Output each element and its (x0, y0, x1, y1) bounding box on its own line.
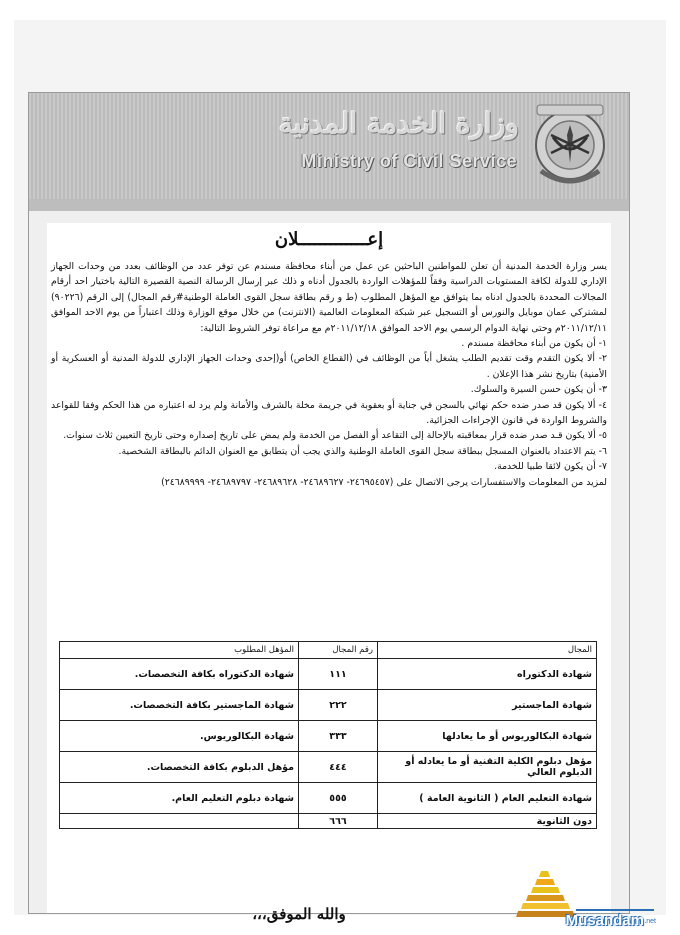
ministry-title-english: Ministry of Civil Service (301, 151, 517, 171)
announcement-body (47, 223, 611, 923)
row-field: شهادة الدكتوراه (378, 659, 597, 690)
header-field: المجال (378, 642, 597, 659)
announcement-text (51, 259, 607, 490)
row-qualification: شهادة الدكتوراه بكافة التخصصات. (60, 659, 299, 690)
row-code: ٣٣٣ (299, 721, 378, 752)
musandam-watermark (506, 863, 666, 931)
letterhead-header (29, 93, 629, 211)
table-row (60, 690, 597, 721)
announcement-heading: إعـــــــــــــلان (274, 229, 384, 250)
table-row (60, 659, 597, 690)
condition-3: ٣- أن يكون حسن السيرة والسلوك. (470, 384, 607, 396)
row-code: ٦٦٦ (299, 814, 378, 829)
header-code: رقم المجال (299, 642, 378, 659)
closing-phrase: والله الموفق،،، (252, 905, 346, 923)
condition-6: ٦- يتم الاعتداد بالعنوان المسجل ببطاقة سجل القوى العاملة الوطنية والذي يجب أن يتطابق مع العنوان الدائم بالبطاقة الشخصية. (118, 445, 607, 457)
row-qualification: مؤهل الدبلوم بكافة التخصصات. (60, 752, 299, 783)
row-qualification: شهادة الماجستير بكافة التخصصات. (60, 690, 299, 721)
table-row (60, 783, 597, 814)
row-qualification: شهادة دبلوم التعليم العام. (60, 783, 299, 814)
condition-7: ٧- أن يكون لائقا طبيا للخدمة. (494, 461, 607, 473)
qualifications-table-wrapper (59, 641, 597, 829)
row-code: ٤٤٤ (299, 752, 378, 783)
row-field: مؤهل دبلوم الكلية التقنية أو ما يعادله أو الدبلوم العالي (378, 752, 597, 783)
ministry-title-arabic: وزارة الخدمة المدنية (278, 107, 519, 140)
table-row (60, 752, 597, 783)
qualifications-table (59, 641, 597, 829)
row-code: ٢٢٢ (299, 690, 378, 721)
contact-line: لمزيد من المعلومات والاستفسارات يرجى الاتصال على (٢٤٦٩٥٤٥٧- ٢٤٦٨٩٦٢٧- ٢٤٦٨٩٦٢٨- ٢٤٦٨٩٧٩٧- ٢٤٦٨٩٩٩٩) (161, 476, 607, 488)
row-qualification: شهادة البكالوريوس. (60, 721, 299, 752)
row-qualification (60, 814, 299, 829)
watermark-text: Musandam (565, 912, 644, 929)
row-code: ١١١ (299, 659, 378, 690)
condition-4: ٤- ألا يكون قد صدر ضده حكم نهائي بالسجن في جناية أو بعقوبة في جريمة مخلة بالشرف والأمانة ولم يرد له اعتباره من هذا الحكم وفقا للقواعد والشروط الواردة في قانون الإجراءات الجزائية. (51, 399, 607, 427)
table-row (60, 814, 597, 829)
table-row (60, 721, 597, 752)
condition-1: ١- أن يكون من أبناء محافظة مسندم . (461, 338, 607, 350)
row-field: شهادة الماجستير (378, 690, 597, 721)
table-header-row (60, 642, 597, 659)
watermark-suffix: .net (644, 918, 656, 925)
intro-paragraph: يسر وزارة الخدمة المدنية أن تعلن للمواطنين الباحثين عن عمل من أبناء محافظة مسندم عن توفر عدد من الوظائف بعدد من وحدات الجهاز الإداري للدولة لكافة المستويات الدراسية وفقاً للمؤهلات الواردة بالجدول أدناه و ذلك عبر إرسال الرسالة النصية القصيرة التالية باختيار احد أرقام المجالات المحددة بالجدول ادناه بما يتوافق مع المؤهل المطلوب (ط و رقم بطاقة سجل القوى العاملة الوطنية#رقم المجال) إلى الرقم (٩٠٢٢٦) لمشتركي عمان موبايل والنورس أو التسجيل عبر شبكة المعلومات العالمية (الانترنت) من خلال موقع الوزارة وذلك اعتباراً من يوم الاحد الموافق ٢٠١١/١٢/١١م وحتى نهاية الدوام الرسمي يوم الاحد الموافق ٢٠١١/١٢/١٨م مع مراعاة توفر الشروط التالية: (51, 261, 607, 334)
condition-5: ٥- ألا يكون قـد صدر ضده قرار بمعاقبته بالإحالة إلى التقاعد أو الفصل من الخدمة ولم يمض على تاريخ إصداره وحتى تاريخ التعيين ثلاث سنوات. (63, 430, 607, 442)
condition-2: ٢- ألا يكون التقدم وقت تقديم الطلب يشغل أياً من الوظائف في (القطاع الخاص) أو(إحدى وحدات الجهاز الإداري للدولة المدنية أو العسكرية أو الأمنية) بتاريخ نشر هذا الإعلان . (51, 353, 607, 380)
header-qualification: المؤهل المطلوب (60, 642, 299, 659)
row-field: شهادة التعليم العام ( الثانوية العامة ) (378, 783, 597, 814)
row-code: ٥٥٥ (299, 783, 378, 814)
row-field: دون الثانوية (378, 814, 597, 829)
row-field: شهادة البكالوريوس أو ما يعادلها (378, 721, 597, 752)
oman-emblem-icon (529, 101, 611, 197)
